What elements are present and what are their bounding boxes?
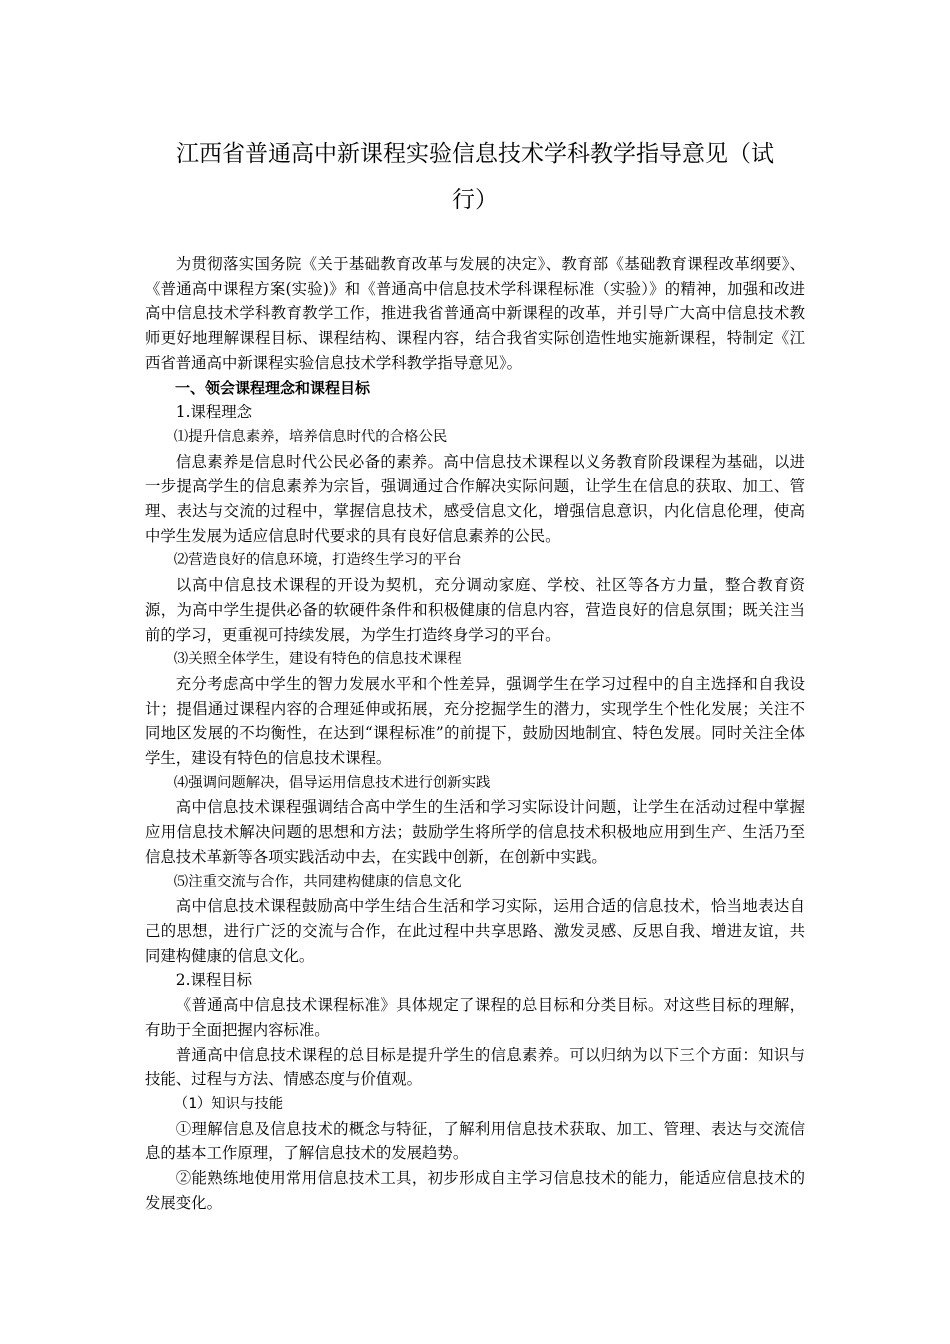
title-line-2: 行） [452, 187, 498, 213]
numbered-heading: 2.课程目标 [175, 971, 253, 990]
paragraph: 普通高中信息技术课程的总目标是提升学生的信息素养。可以归纳为以下三个方面：知识与技能、过程与方法、情感态度与价值观。 [145, 1045, 805, 1089]
list-item: ①理解信息及信息技术的概念与特征，了解利用信息技术获取、加工、管理、表达与交流信息的基本工作原理，了解信息技术的发展趋势。 [145, 1119, 805, 1163]
paragraph: 以高中信息技术课程的开设为契机，充分调动家庭、学校、社区等各方力量，整合教育资源，为高中学生提供必备的软硬件条件和积极健康的信息内容，营造良好的信息氛围；既关注当前的学习，更重视可持续发展，为学生打造终身学习的平台。 [145, 576, 805, 644]
document-title [120, 131, 830, 223]
document-body [145, 252, 805, 1215]
subheading: （1）知识与技能 [173, 1095, 284, 1112]
list-item: ②能熟练地使用常用信息技术工具，初步形成自主学习信息技术的能力，能适应信息技术的发展变化。 [145, 1169, 805, 1212]
paragraph: 为贯彻落实国务院《关于基础教育改革与发展的决定》、教育部《基础教育课程改革纲要》、《普通高中课程方案(实验)》和《普通高中信息技术学科课程标准（实验）》的精神，加强和改进高中信息技术学科教育教学工作，推进我省普通高中新课程的改革，并引导广大高中信息技术教师更好地理解课程目标、课程结构、课程内容，结合我省实际创造性地实施新课程，特制定《江西省普通高中新课程实验信息技术学科教学指导意见》。 [145, 255, 805, 372]
title-line-1: 江西省普通高中新课程实验信息技术学科教学指导意见（试 [176, 141, 774, 167]
section-heading: 一、领会课程理念和课程目标 [175, 378, 371, 397]
paragraph: 高中信息技术课程强调结合高中学生的生活和学习实际设计问题，让学生在活动过程中掌握应用信息技术解决问题的思想和方法；鼓励学生将所学的信息技术积极地应用到生产、生活乃至信息技术革新等各项实践活动中去，在实践中创新，在创新中实践。 [145, 798, 805, 866]
paragraph: 信息素养是信息时代公民必备的素养。高中信息技术课程以义务教育阶段课程为基础，以进一步提高学生的信息素养为宗旨，强调通过合作解决实际问题，让学生在信息的获取、加工、管理、表达与交流的过程中，掌握信息技术，感受信息文化，增强信息意识，内化信息伦理，使高中学生发展为适应信息时代要求的具有良好信息素养的公民。 [145, 452, 805, 545]
numbered-heading: 1.课程理念 [175, 403, 253, 422]
subheading: ⑸注重交流与合作，共同建构健康的信息文化 [173, 873, 462, 890]
subheading: ⑶关照全体学生，建设有特色的信息技术课程 [173, 651, 462, 668]
paragraph: 高中信息技术课程鼓励高中学生结合生活和学习实际，运用合适的信息技术，恰当地表达自己的思想，进行广泛的交流与合作，在此过程中共享思路、激发灵感、反思自我、增进友谊，共同建构健康的信息文化。 [145, 897, 805, 965]
subheading: ⑴提升信息素养，培养信息时代的合格公民 [173, 428, 448, 445]
subheading: ⑵营造良好的信息环境，打造终生学习的平台 [173, 552, 462, 569]
subheading: ⑷强调问题解决，倡导运用信息技术进行创新实践 [173, 774, 491, 791]
paragraph: 《普通高中信息技术课程标准》具体规定了课程的总目标和分类目标。对这些目标的理解，有助于全面把握内容标准。 [145, 996, 805, 1039]
paragraph: 充分考虑高中学生的智力发展水平和个性差异，强调学生在学习过程中的自主选择和自我设计；提倡通过课程内容的合理延伸或拓展，充分挖掘学生的潜力，实现学生个性化发展；关注不同地区发展的不均衡性，在达到“课程标准”的前提下，鼓励因地制宜、特色发展。同时关注全体学生，建设有特色的信息技术课程。 [145, 674, 805, 768]
